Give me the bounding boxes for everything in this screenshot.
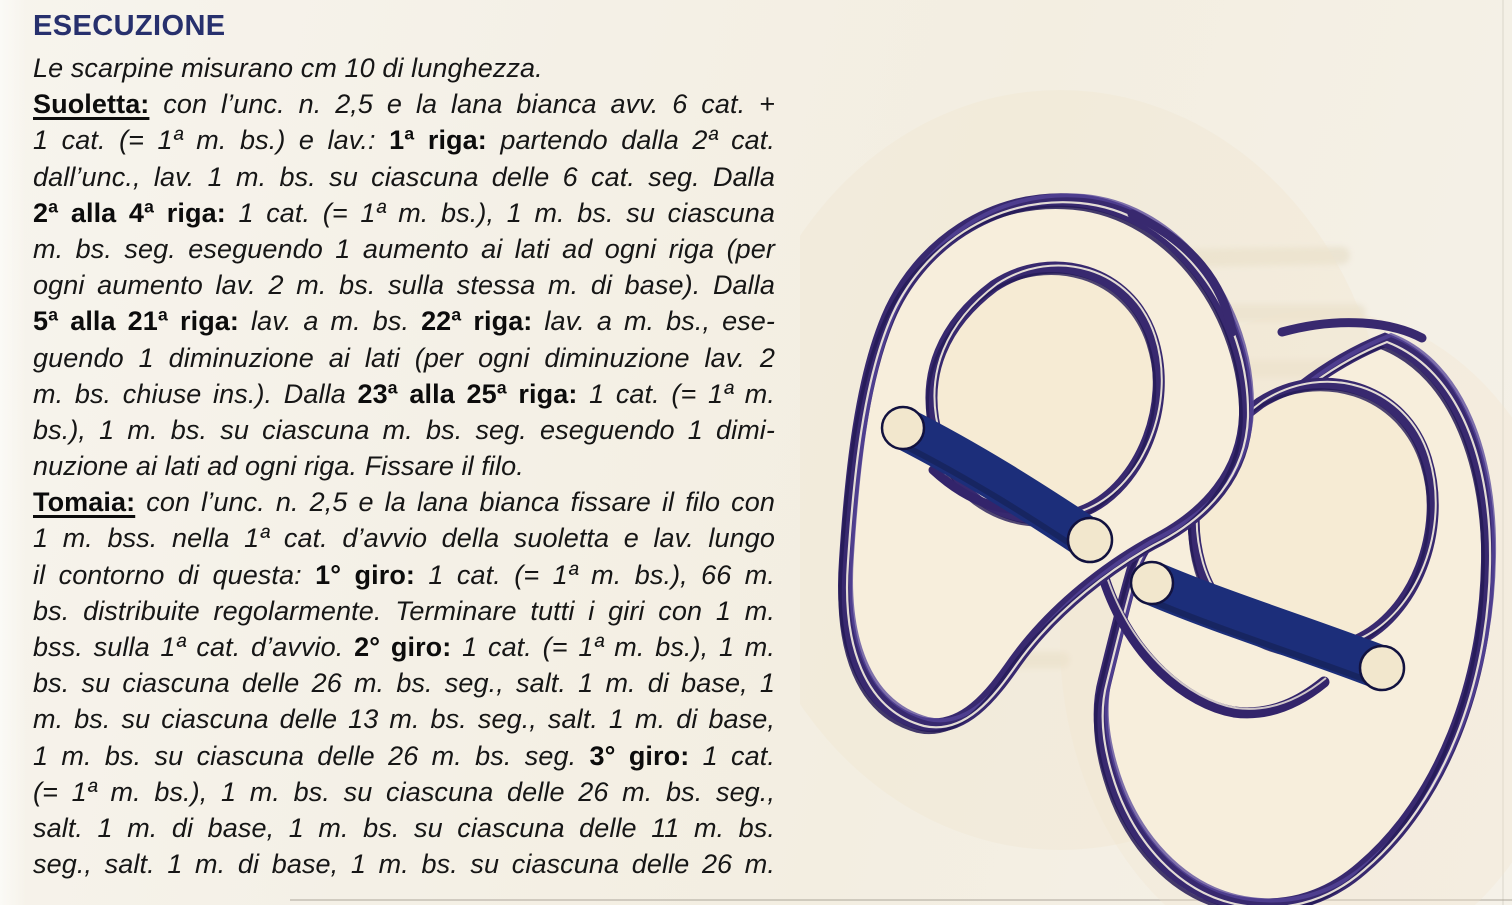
text-run: nuzione ai lati ad ogni riga. Fissare il filo. [33, 451, 524, 482]
text-run: m. bs. su ciascuna delle 13 m. bs. seg., salt. 1 m. di base, [33, 704, 775, 735]
text-run: salt. 1 m. di base, 1 m. bs. su ciascuna delle 11 m. bs. [33, 812, 775, 843]
text-line [33, 86, 775, 122]
text-run: seg., salt. 1 m. di base, 1 m. bs. su ciascuna delle 26 m. [33, 849, 775, 880]
text-line [33, 159, 775, 195]
text-run: 1 cat. (= 1ª m. bs.), 1 m. bs. su ciascuna [225, 197, 775, 228]
text-run: 5ª alla 21ª riga: [33, 306, 239, 337]
text-run: 1ª riga: [389, 125, 487, 156]
text-run: il contorno di questa: [33, 559, 316, 590]
text-run: guendo 1 diminuzione ai lati (per ogni diminuzione lav. 2 [33, 342, 775, 373]
text-run: con l’unc. n. 2,5 e la lana bianca fissare il filo con [135, 487, 775, 518]
text-line [33, 195, 775, 231]
text-line [33, 810, 775, 846]
text-run: bs. distribuite regolarmente. Terminare tutti i giri con 1 m. [33, 595, 775, 626]
text-run: 1 cat. (= 1ª m. bs.) e lav.: [33, 125, 390, 156]
text-run: 2ª alla 4ª riga: [33, 197, 226, 228]
booties-drawing [800, 0, 1512, 905]
text-line [33, 629, 775, 665]
text-run: m. bs. seg. eseguendo 1 aumento ai lati ad ogni riga (per [33, 233, 775, 264]
text-line [33, 303, 775, 339]
pattern-instructions [33, 50, 775, 882]
text-line [33, 376, 775, 412]
text-run: bs.), 1 m. bs. su ciascuna m. bs. seg. eseguendo 1 dimi- [33, 414, 775, 445]
text-run: 23ª alla 25ª riga: [357, 378, 578, 409]
left-bootie-button [882, 407, 924, 449]
text-run: 1 m. bss. nella 1ª cat. d’avvio della suoletta e lav. lungo [33, 523, 775, 554]
text-run: (= 1ª m. bs.), 1 m. bs. su ciascuna delle 26 m. bs. seg., [33, 776, 775, 807]
right-bootie-button [1360, 646, 1404, 690]
text-line [33, 665, 775, 701]
text-line [33, 50, 775, 86]
text-line [33, 122, 775, 158]
text-line [33, 520, 775, 556]
text-line [33, 412, 775, 448]
text-run: dall’unc., lav. 1 m. bs. su ciascuna delle 6 cat. seg. Dalla [33, 161, 775, 192]
text-line [33, 557, 775, 593]
text-line [33, 701, 775, 737]
text-line [33, 340, 775, 376]
text-run: 1 cat. (= 1ª m. bs.), 1 m. [451, 632, 775, 662]
text-run: 1 cat. (= 1ª m. bs.), 66 m. [415, 559, 775, 590]
right-bootie-button [1131, 562, 1173, 604]
text-run: Tomaia: [33, 487, 136, 518]
section-title: ESECUZIONE [33, 10, 226, 42]
text-line [33, 593, 775, 629]
scan-edge-strip [0, 0, 26, 905]
text-run: 1 cat. [689, 740, 775, 771]
booties-illustration [800, 0, 1512, 905]
text-run: partendo dalla 2ª cat. [486, 125, 776, 156]
text-run: 1° giro: [315, 559, 416, 590]
text-run: 22ª riga: [421, 306, 533, 337]
text-run: lav. a m. bs., ese- [532, 306, 775, 337]
text-run: Suoletta: [33, 89, 150, 120]
text-line [33, 231, 775, 267]
pattern-text-column [33, 10, 775, 882]
text-line [33, 267, 775, 303]
text-line [33, 774, 775, 810]
text-run: bs. su ciascuna delle 26 m. bs. seg., salt. 1 m. di base, 1 [33, 668, 775, 699]
text-line [33, 846, 775, 882]
left-bootie-button [1068, 518, 1112, 562]
text-line [33, 448, 775, 484]
text-run: 2° giro: [354, 632, 452, 662]
text-line [33, 484, 775, 520]
text-run: ogni aumento lav. 2 m. bs. sulla stessa m. di base). Dalla [33, 270, 775, 301]
text-run: lav. a m. bs. [239, 306, 422, 337]
text-run: 1 cat. (= 1ª m. [577, 378, 776, 409]
text-line [33, 738, 775, 774]
text-run: Le scarpine misurano cm 10 di lunghezza. [33, 53, 543, 83]
text-run: m. bs. chiuse ins.). Dalla [33, 378, 358, 409]
text-run: 1 m. bs. su ciascuna delle 26 m. bs. seg. [33, 740, 590, 771]
text-run: bss. sulla 1ª cat. d’avvio. [33, 632, 355, 662]
text-run: 3° giro: [589, 740, 690, 771]
text-run: con l’unc. n. 2,5 e la lana bianca avv. 6 cat. + [149, 89, 775, 120]
